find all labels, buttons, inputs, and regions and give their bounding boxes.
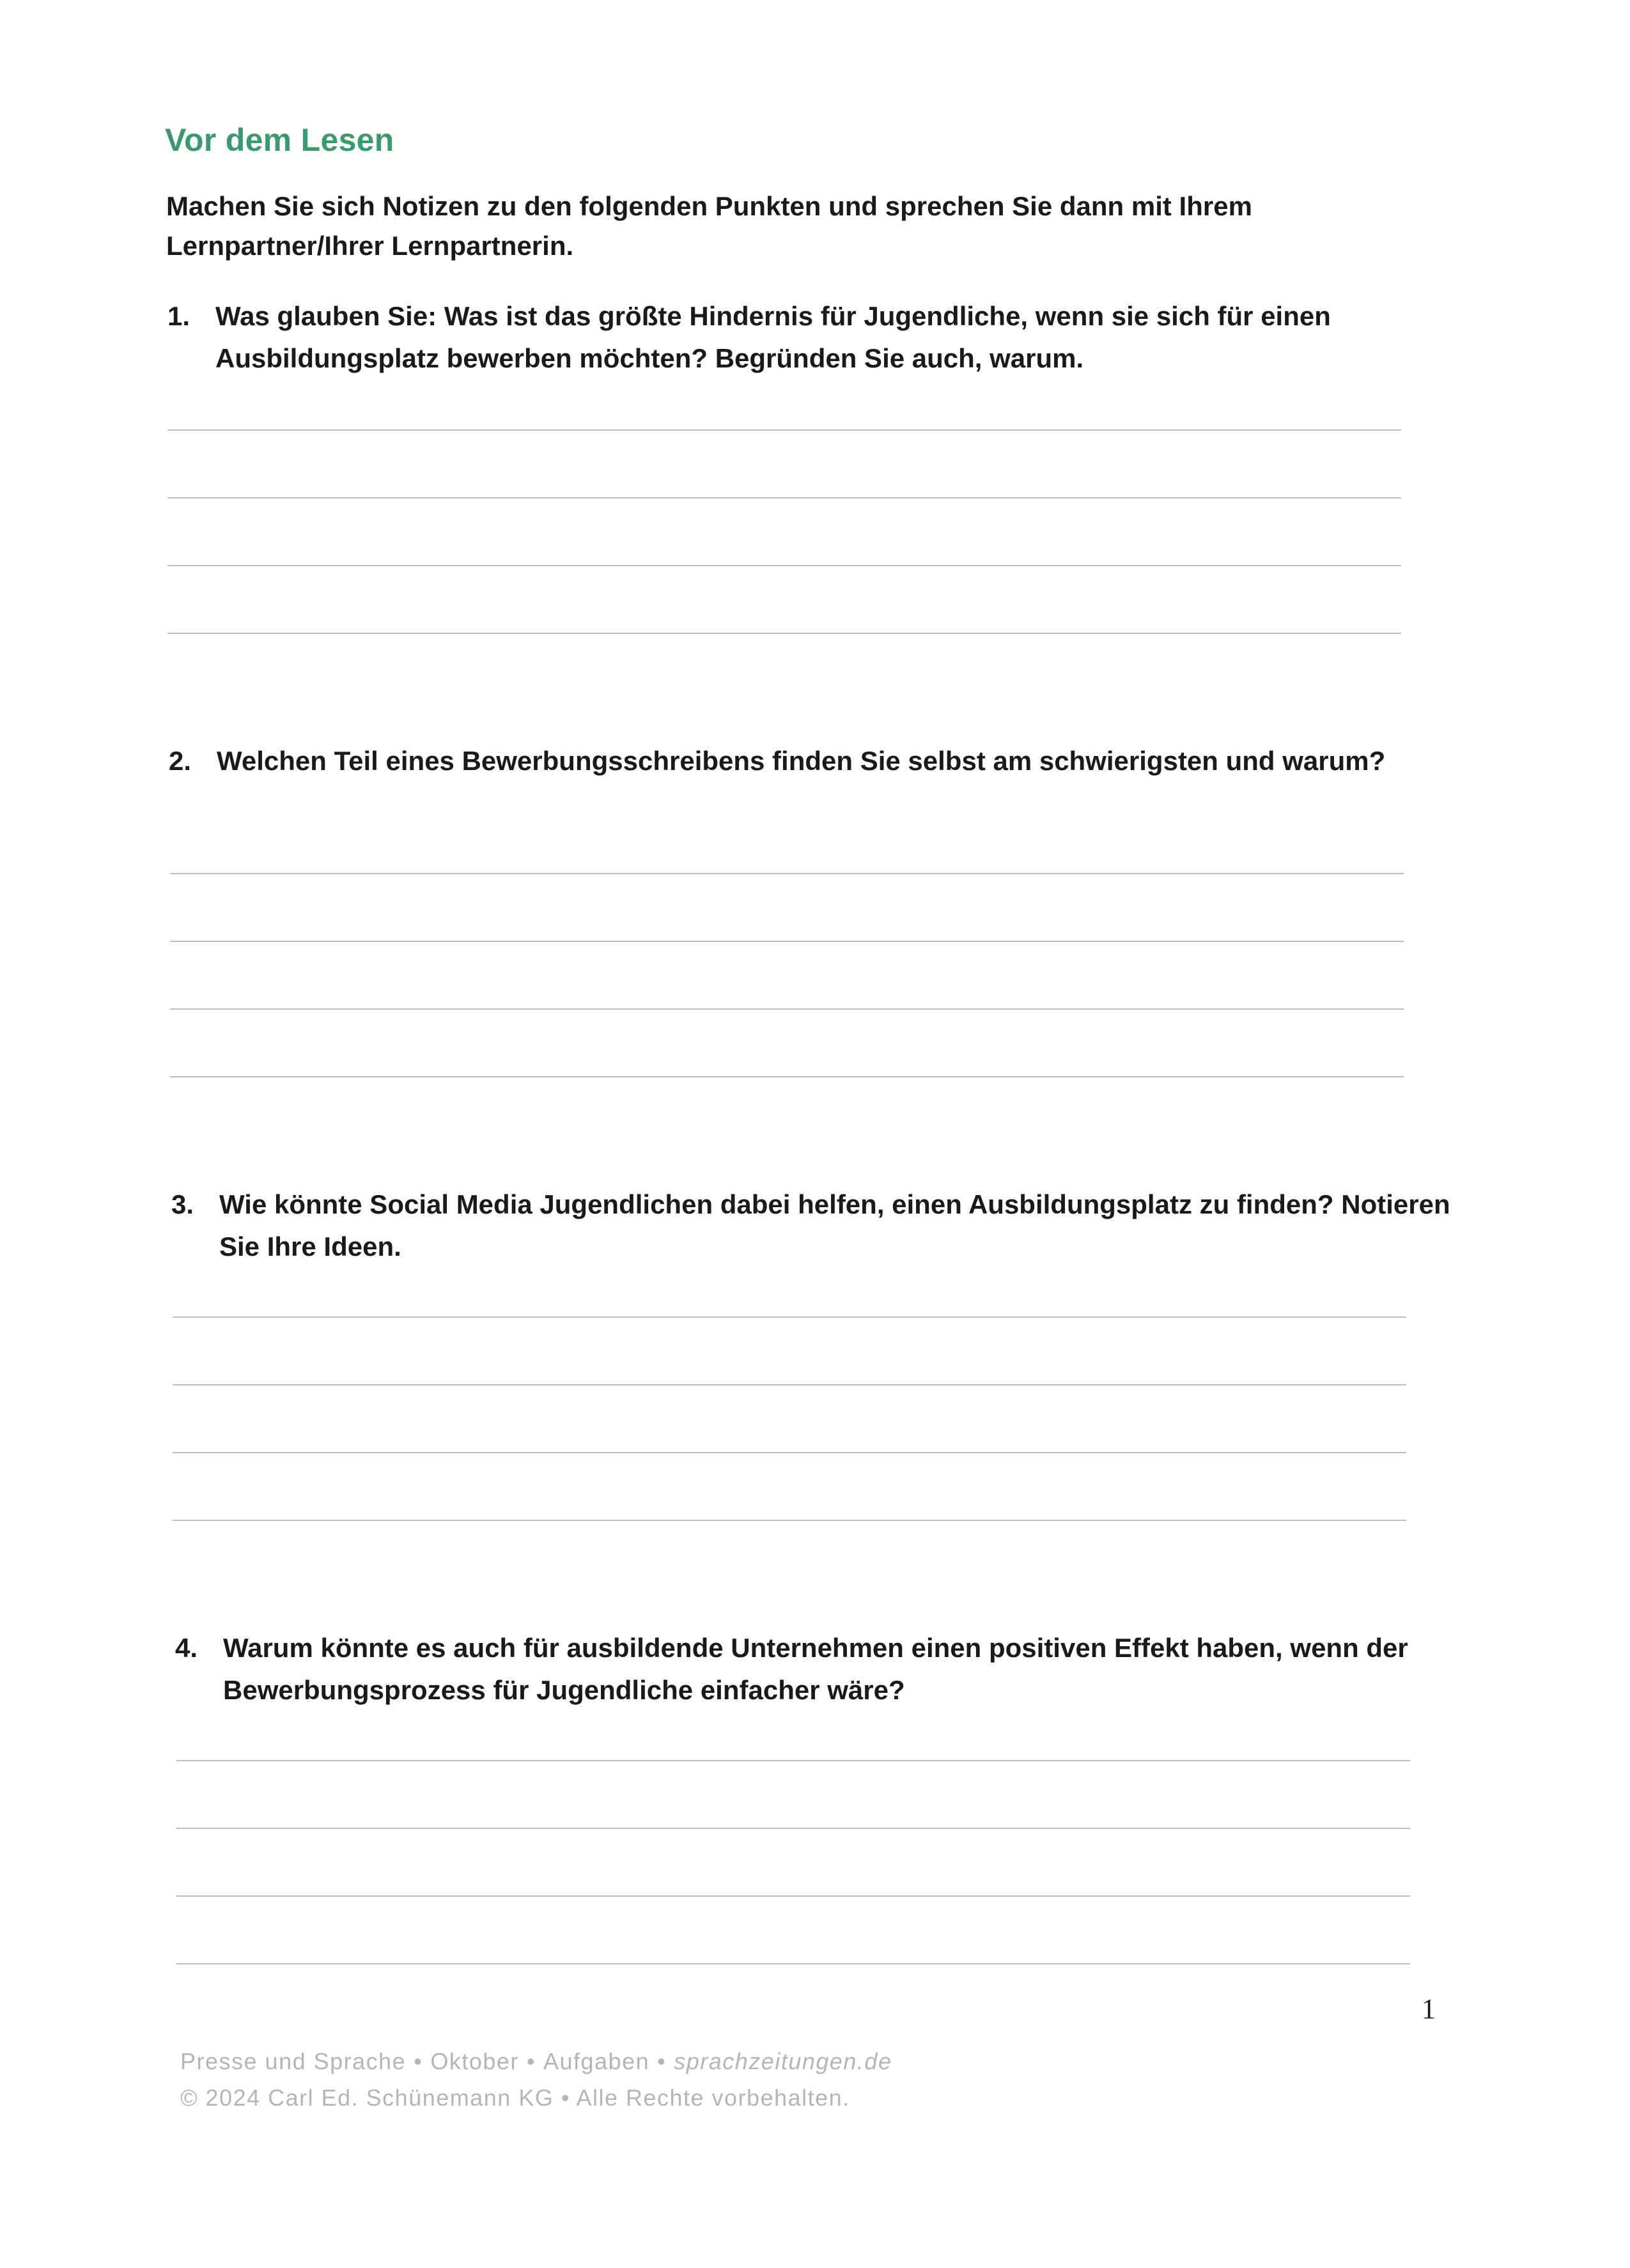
footer-separator: •: [657, 2048, 667, 2074]
answer-line[interactable]: [176, 1829, 1410, 1897]
answer-line[interactable]: [170, 1010, 1404, 1077]
answer-line[interactable]: [170, 942, 1404, 1010]
footer-copyright: © 2024 Carl Ed. Schünemann KG • Alle Rechte vorbehalten.: [180, 2085, 850, 2111]
question-number: 1.: [167, 301, 190, 331]
answer-line[interactable]: [167, 431, 1401, 498]
answer-lines-3: [173, 1250, 1406, 1521]
answer-line[interactable]: [167, 498, 1401, 566]
answer-line[interactable]: [167, 363, 1401, 431]
answer-line[interactable]: [167, 566, 1401, 634]
footer-separator: •: [414, 2048, 423, 2074]
page-number: 1: [1422, 1993, 1436, 2025]
answer-line[interactable]: [170, 806, 1404, 874]
question-number: 4.: [175, 1633, 198, 1663]
answer-line[interactable]: [170, 874, 1404, 942]
section-title: Vor dem Lesen: [165, 122, 394, 158]
footer-month: Oktober: [430, 2048, 519, 2074]
footer-website-link[interactable]: sprachzeitungen.de: [674, 2048, 892, 2074]
answer-line[interactable]: [173, 1385, 1406, 1453]
answer-line[interactable]: [173, 1318, 1406, 1385]
answer-line[interactable]: [173, 1250, 1406, 1318]
answer-lines-4: [176, 1693, 1410, 1964]
question-number: 2.: [169, 746, 192, 776]
footer-publication-line: [180, 2048, 1139, 2075]
question-text: Wie könnte Social Media Jugendlichen dabei helfen, einen Ausbildungsplatz zu finden? Notieren Sie Ihre Ideen.: [219, 1189, 1450, 1261]
question-text: Warum könnte es auch für ausbildende Unternehmen einen positiven Effekt haben, wenn der Bewerbungsprozess für Jugendliche einfacher wäre?: [223, 1633, 1408, 1705]
answer-line[interactable]: [173, 1453, 1406, 1521]
footer-category: Aufgaben: [543, 2048, 650, 2074]
answer-line[interactable]: [176, 1761, 1410, 1829]
answer-lines-2: [170, 806, 1404, 1077]
answer-line[interactable]: [176, 1897, 1410, 1964]
question-number: 3.: [171, 1189, 194, 1219]
instructions-text: Machen Sie sich Notizen zu den folgenden Punkten und sprechen Sie dann mit Ihrem Lernpartner/Ihrer Lernpartnerin.: [166, 191, 1252, 261]
footer-separator: •: [526, 2048, 536, 2074]
footer-publication: Presse und Sprache: [180, 2048, 407, 2074]
answer-line[interactable]: [176, 1693, 1410, 1761]
question-text: Welchen Teil eines Bewerbungsschreibens finden Sie selbst am schwierigsten und warum?: [217, 746, 1386, 776]
question-text: Was glauben Sie: Was ist das größte Hindernis für Jugendliche, wenn sie sich für einen Ausbildungsplatz bewerben möchten? Begründen Sie auch, warum.: [215, 301, 1331, 373]
answer-lines-1: [167, 363, 1401, 634]
